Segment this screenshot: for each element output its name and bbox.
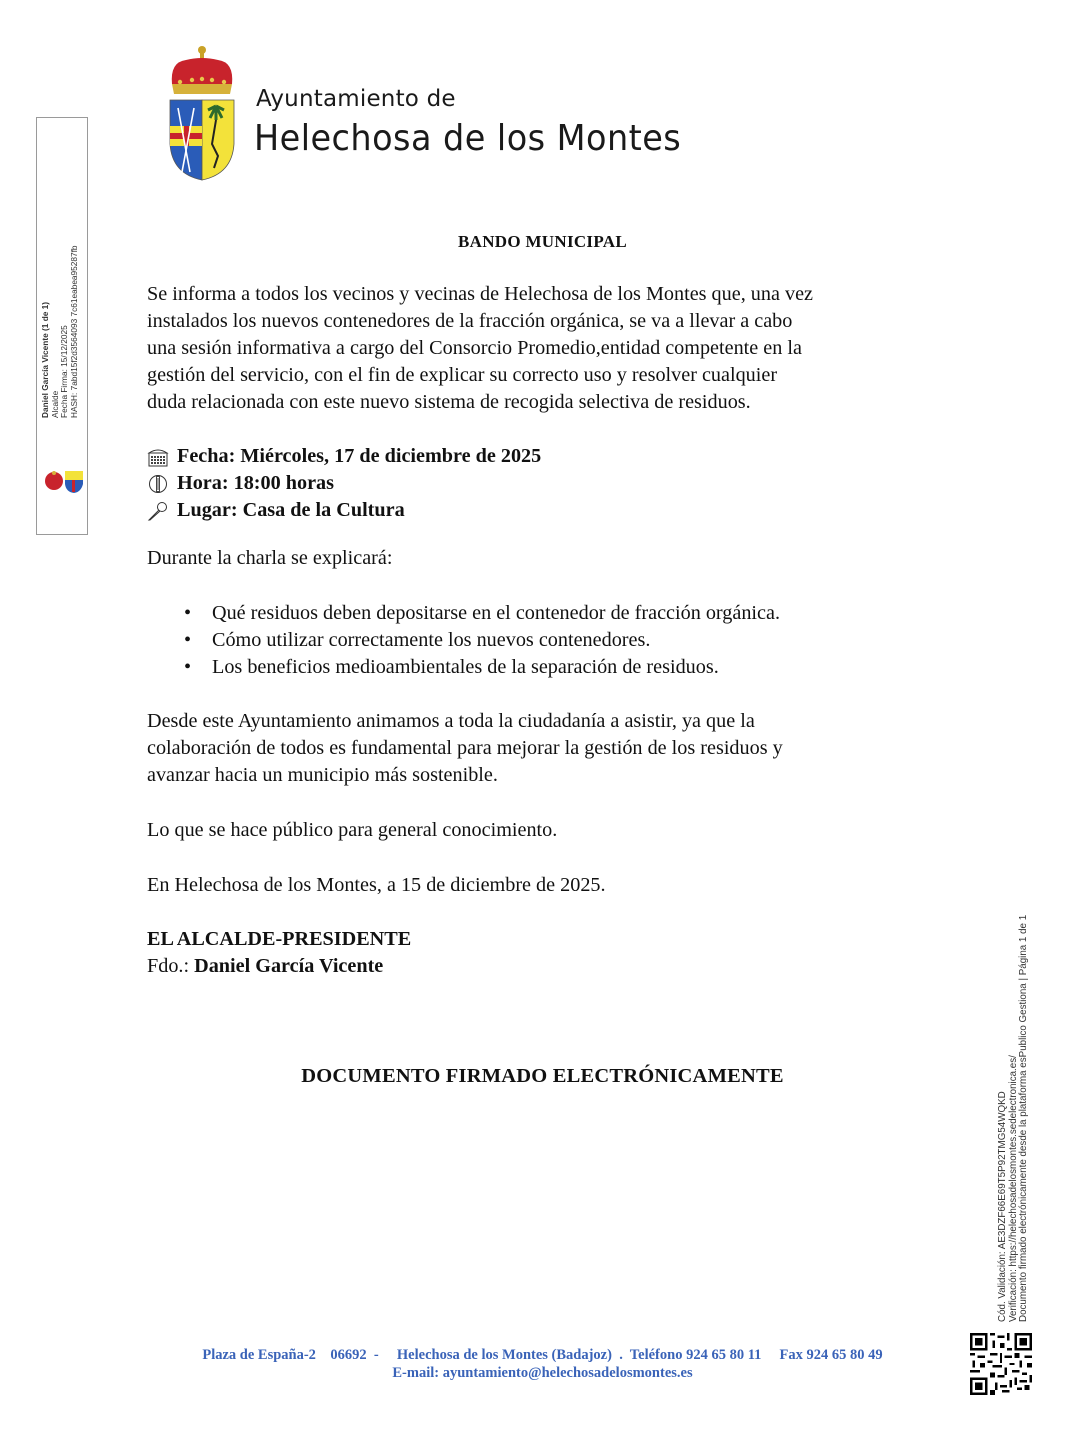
intro-line: una sesión informativa a cargo del Consorcio Promedio,entidad competente en la — [147, 337, 802, 359]
topics-list — [184, 600, 780, 681]
signature-seal-icon — [43, 468, 85, 494]
platform-notice: Documento firmado electrónicamente desde la plataforma esPublico Gestiona | Página 1 de 1 — [1018, 914, 1029, 1322]
electronic-signature-notice: DOCUMENTO FIRMADO ELECTRÓNICAMENTE — [301, 1065, 784, 1087]
intro-line: instalados los nuevos contenedores de la fracción orgánica, se va a llevar a cabo — [147, 310, 793, 332]
verification-url[interactable]: Verificación: https://helechosadelosmontes.sedelectronica.es/ — [1007, 1055, 1019, 1322]
event-details — [147, 443, 541, 524]
footer-email[interactable]: E-mail: ayuntamiento@helechosadelosmontes.es — [392, 1365, 693, 1381]
event-time — [147, 470, 541, 497]
signature-details — [41, 128, 79, 418]
validation-code: Cód. Validación: AE3DZF66E69T5P92TMG54WQKD — [997, 1091, 1008, 1322]
validation-info — [998, 862, 1030, 1322]
footer-contact — [0, 1346, 1080, 1382]
calendar-icon — [147, 447, 169, 467]
sign-date: Fecha Firma: 15/12/2025 — [59, 325, 69, 418]
signer-prefix: Fdo.: — [147, 955, 195, 977]
sign-hash: HASH: 7abd15f2d3564093 7c61eabea95287fb — [68, 245, 79, 418]
list-intro: Durante la charla se explicará: — [147, 547, 393, 569]
signature-stamp — [36, 117, 88, 535]
closing-line: colaboración de todos es fundamental para mejorar la gestión de los residuos y — [147, 737, 783, 759]
signature-block — [147, 926, 411, 980]
event-date — [147, 443, 541, 470]
list-item: • Cómo utilizar correctamente los nuevos contenedores. — [184, 627, 780, 654]
footer-address: Plaza de España-2 06692 - Helechosa de los Montes (Badajoz) . Teléfono 924 65 80 11 Fax 924 65 80 49 — [202, 1347, 883, 1363]
intro-line: duda relacionada con este nuevo sistema de recogida selectiva de residuos. — [147, 391, 751, 413]
event-date-text: Fecha: Miércoles, 17 de diciembre de 2025 — [177, 445, 542, 467]
event-time-text: Hora: 18:00 horas — [177, 472, 334, 494]
signer-role: Alcalde — [49, 390, 60, 418]
signer-line: Daniel García Vicente (1 de 1) — [40, 301, 50, 418]
document-title: BANDO MUNICIPAL — [458, 232, 627, 251]
event-location-text: Lugar: Casa de la Cultura — [177, 499, 405, 521]
signer-name: Daniel García Vicente — [194, 955, 384, 977]
org-name: Helechosa de los Montes — [254, 118, 682, 159]
clock-icon — [147, 474, 169, 494]
intro-line: Se informa a todos los vecinos y vecinas de Helechosa de los Montes que, una vez — [147, 283, 814, 305]
intro-paragraph — [147, 281, 947, 416]
org-name-prefix: Ayuntamiento de — [256, 86, 456, 112]
location-pin-icon — [147, 501, 169, 521]
signer-title: EL ALCALDE-PRESIDENTE — [147, 928, 412, 950]
public-notice: Lo que se hace público para general conocimiento. — [147, 819, 558, 841]
list-item: • Los beneficios medioambientales de la separación de residuos. — [184, 654, 780, 681]
list-item: • Qué residuos deben depositarse en el contenedor de fracción orgánica. — [184, 600, 780, 627]
coat-of-arms-icon — [166, 44, 238, 182]
place-date: En Helechosa de los Montes, a 15 de diciembre de 2025. — [147, 874, 606, 896]
qr-code-icon[interactable] — [970, 1333, 1032, 1395]
closing-line: Desde este Ayuntamiento animamos a toda la ciudadanía a asistir, ya que la — [147, 710, 755, 732]
intro-line: gestión del servicio, con el fin de explicar su correcto uso y resolver cualquier — [147, 364, 778, 386]
closing-paragraph — [147, 708, 947, 789]
signer-line — [147, 953, 411, 980]
closing-line: avanzar hacia un municipio más sostenible. — [147, 764, 498, 786]
letterhead — [148, 44, 682, 184]
event-location — [147, 497, 541, 524]
